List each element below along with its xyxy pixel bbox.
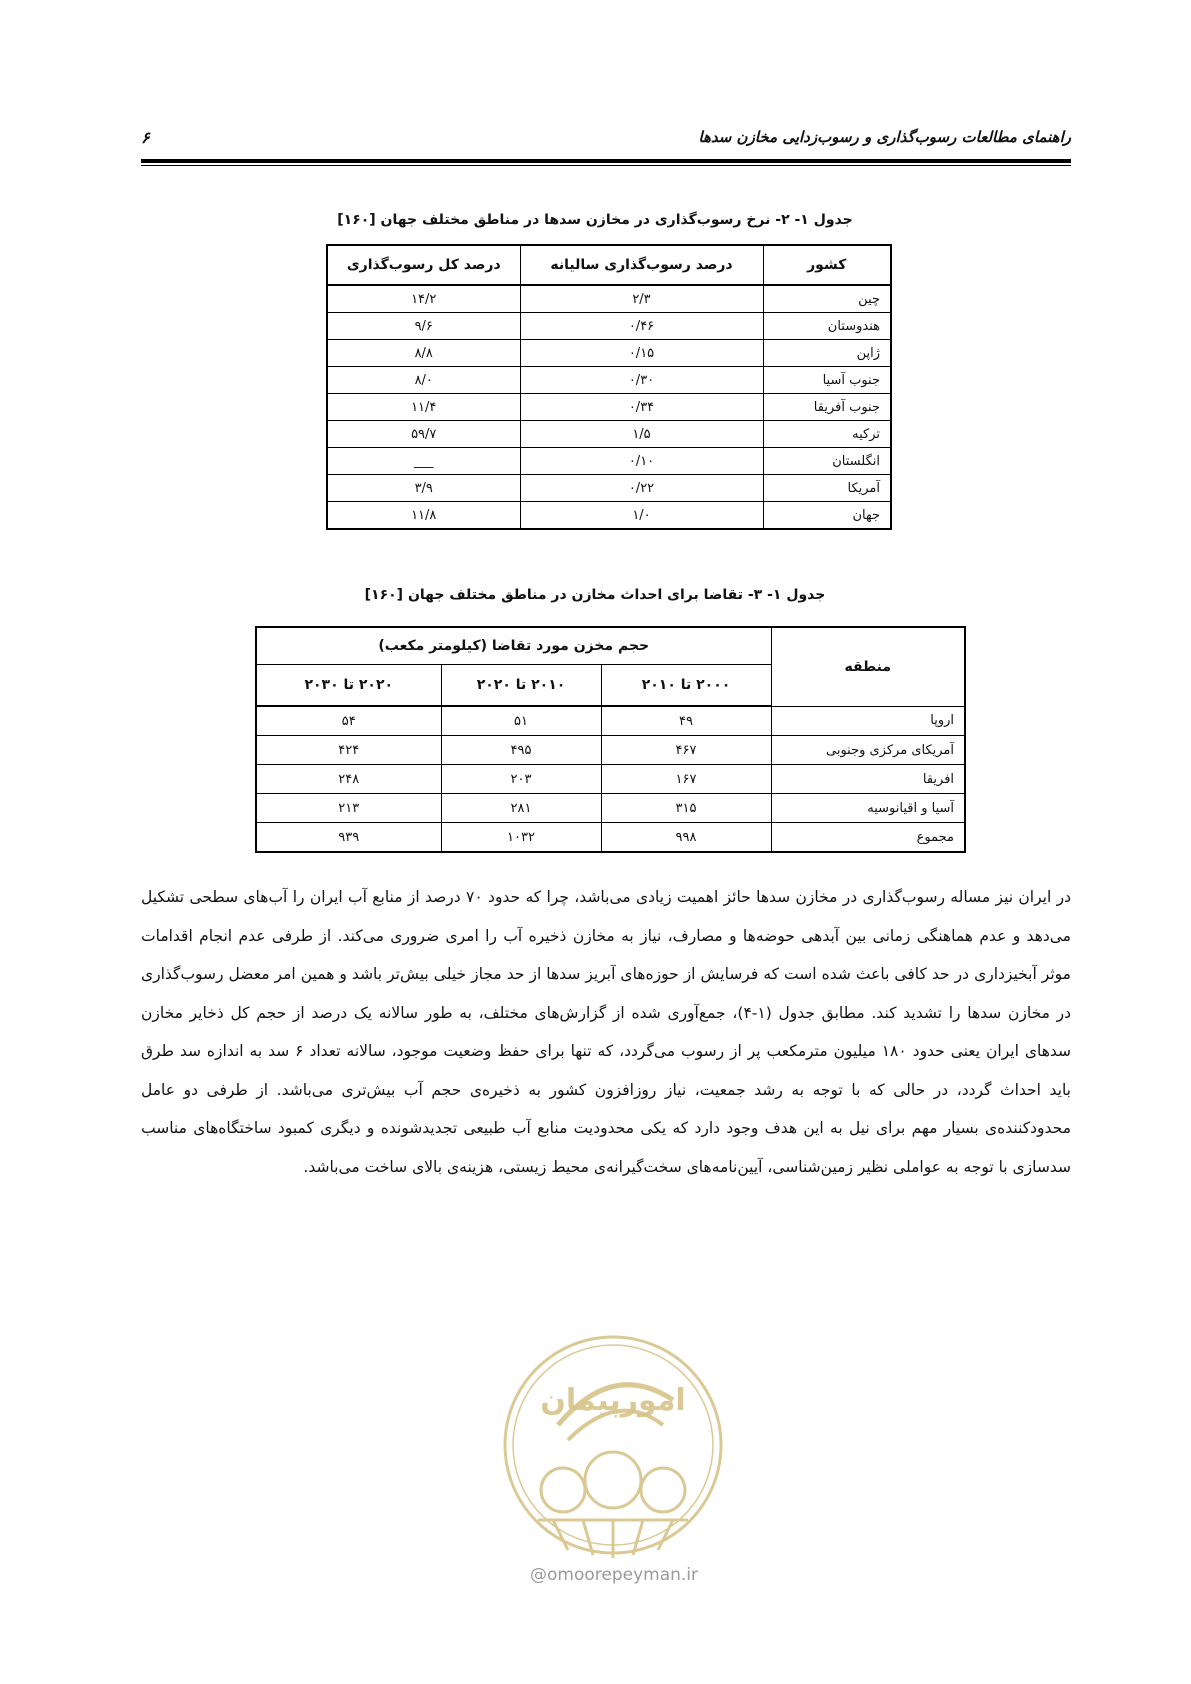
- volume-cell: ۹۹۸: [601, 823, 771, 853]
- table-row: [256, 736, 965, 765]
- sedimentation-rate-table: [326, 244, 892, 530]
- period-header: ۲۰۰۰ تا ۲۰۱۰: [601, 665, 771, 707]
- annual-rate-cell: ۰/۳۰: [520, 367, 763, 394]
- region-cell: مجموع: [771, 823, 965, 853]
- volume-cell: ۴۹۵: [441, 736, 601, 765]
- table1-caption: جدول ۱- ۲- نرخ رسوب‌گذاری در مخازن سدها در مناطق مختلف جهان [۱۶۰]: [337, 212, 853, 228]
- annual-rate-cell: ۰/۱۵: [520, 340, 763, 367]
- region-cell: آمریکای مرکزی وجنوبی: [771, 736, 965, 765]
- period-header: ۲۰۱۰ تا ۲۰۲۰: [441, 665, 601, 707]
- watermark-logo: [498, 1330, 728, 1560]
- table2-caption: جدول ۱- ۳- تقاضا برای احداث مخازن در مناطق مختلف جهان [۱۶۰]: [364, 587, 826, 603]
- country-cell: جهان: [763, 502, 891, 530]
- volume-cell: ۵۱: [441, 706, 601, 736]
- volume-cell: ۲۱۳: [256, 794, 441, 823]
- column-header: درصد کل رسوب‌گذاری: [327, 245, 520, 285]
- table-row: [256, 765, 965, 794]
- country-cell: ژاپن: [763, 340, 891, 367]
- table-row: [256, 706, 965, 736]
- region-cell: آسیا و اقیانوسیه: [771, 794, 965, 823]
- total-rate-cell: ۹/۶: [327, 313, 520, 340]
- region-cell: اروپا: [771, 706, 965, 736]
- column-header: درصد رسوب‌گذاری سالیانه: [520, 245, 763, 285]
- page-header: [141, 128, 1071, 158]
- total-rate-cell: ۱۴/۲: [327, 285, 520, 313]
- body-paragraph: در ایران نیز مساله رسوب‌گذاری در مخازن سدها حائز اهمیت زیادی می‌باشد، چرا که حدود ۷۰ درصد از منابع آب ایران را آب‌های سطحی تشکیل می‌دهد و عدم هماهنگی زمانی بین آبدهی حوضه‌ها و مصارف، نیاز به مخازن ذخیره آب را امری ضروری می‌کند. از طرفی عدم انجام اقدامات موثر آبخیزداری در حد کافی باعث شده است که فرسایش از حوزه‌های آبریز سدها از حد مجاز خیلی بیش‌تر باشد و همین امر معضل رسوب‌گذاری در مخازن سدها را تشدید کند. مطابق جدول (۱-۴)، جمع‌آوری شده از گزارش‌های مختلف، به طور سالانه یک درصد از حجم کل ذخایر مخازن سدهای ایران یعنی حدود ۱۸۰ میلیون مترمکعب پر از رسوب می‌گردد، که تنها برای حفظ وضعیت موجود، سالانه تعداد ۶ سد به اندازه سد طرق باید احداث گردد، در حالی که با توجه به رشد جمعیت، نیاز روزافزون کشور به ذخیره‌ی حجم آب بیش‌تری می‌باشد. از طرفی دو عامل محدودکننده‌ی بسیار مهم برای نیل به این هدف وجود دارد که یکی محدودیت منابع آب طبیعی تجدیدشونده و دیگری کمبود ساختگاه‌های مناسب سدسازی با توجه به عواملی نظیر زمین‌شناسی، آیین‌نامه‌های سخت‌گیرانه‌ی محیط زیستی، هزینه‌ی بالای ساخت می‌باشد.: [141, 888, 1072, 1176]
- table-row: [256, 794, 965, 823]
- country-cell: ترکیه: [763, 421, 891, 448]
- table-row: [327, 340, 891, 367]
- table-row: [327, 502, 891, 530]
- volume-cell: ۴۶۷: [601, 736, 771, 765]
- table-row: [327, 313, 891, 340]
- country-cell: آمریکا: [763, 475, 891, 502]
- column-header: کشور: [763, 245, 891, 285]
- annual-rate-cell: ۱/۵: [520, 421, 763, 448]
- annual-rate-cell: ۰/۴۶: [520, 313, 763, 340]
- total-rate-cell: ۳/۹: [327, 475, 520, 502]
- header-rule-thin: [141, 165, 1071, 166]
- total-rate-cell: ___: [327, 448, 520, 475]
- annual-rate-cell: ۱/۰: [520, 502, 763, 530]
- total-rate-cell: ۱۱/۸: [327, 502, 520, 530]
- volume-cell: ۲۴۸: [256, 765, 441, 794]
- table-row: [327, 421, 891, 448]
- volume-cell: ۲۰۳: [441, 765, 601, 794]
- total-rate-cell: ۱۱/۴: [327, 394, 520, 421]
- volume-cell: ۴۹: [601, 706, 771, 736]
- volume-group-header: حجم مخزن مورد تقاضا (کیلومتر مکعب): [256, 627, 771, 665]
- table-row: [327, 367, 891, 394]
- table-row: [327, 285, 891, 313]
- header-rule: [141, 159, 1071, 163]
- table-row: [327, 394, 891, 421]
- region-header: منطقه: [771, 627, 965, 706]
- page-number: ۶: [141, 128, 150, 147]
- table-row: [327, 475, 891, 502]
- country-cell: انگلستان: [763, 448, 891, 475]
- period-header: ۲۰۲۰ تا ۲۰۳۰: [256, 665, 441, 707]
- total-rate-cell: ۸/۰: [327, 367, 520, 394]
- country-cell: جنوب آسیا: [763, 367, 891, 394]
- reservoir-demand-table: [255, 626, 966, 853]
- country-cell: هندوستان: [763, 313, 891, 340]
- country-cell: چین: [763, 285, 891, 313]
- volume-cell: ۴۲۴: [256, 736, 441, 765]
- table-row: [327, 448, 891, 475]
- watermark-logo-text: امورپیمان: [540, 1383, 686, 1418]
- annual-rate-cell: ۰/۳۴: [520, 394, 763, 421]
- volume-cell: ۵۴: [256, 706, 441, 736]
- region-cell: افریقا: [771, 765, 965, 794]
- running-title: راهنمای مطالعات رسوب‌گذاری و رسوب‌زدایی مخازن سدها: [698, 128, 1071, 146]
- annual-rate-cell: ۰/۲۲: [520, 475, 763, 502]
- volume-cell: ۳۱۵: [601, 794, 771, 823]
- total-rate-cell: ۵۹/۷: [327, 421, 520, 448]
- country-cell: جنوب آفریقا: [763, 394, 891, 421]
- annual-rate-cell: ۰/۱۰: [520, 448, 763, 475]
- table-row: [256, 823, 965, 853]
- total-rate-cell: ۸/۸: [327, 340, 520, 367]
- watermark-site: @omoorepeyman.ir: [529, 1565, 699, 1585]
- volume-cell: ۱۶۷: [601, 765, 771, 794]
- volume-cell: ۱۰۳۲: [441, 823, 601, 853]
- annual-rate-cell: ۲/۳: [520, 285, 763, 313]
- volume-cell: ۹۳۹: [256, 823, 441, 853]
- volume-cell: ۲۸۱: [441, 794, 601, 823]
